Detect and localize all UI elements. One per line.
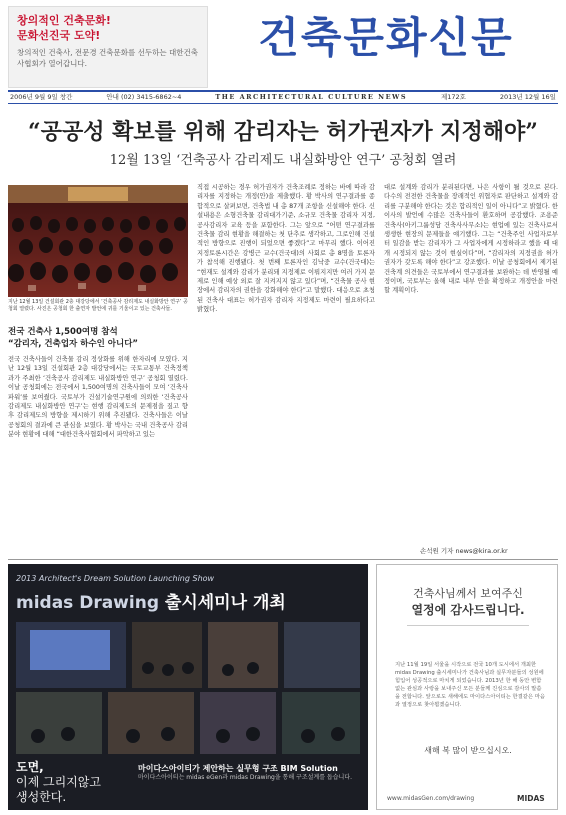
headline: “공공성 확보를 위해 감리자는 허가권자가 지정해야”	[28, 119, 538, 145]
thank-you-ad[interactable]	[376, 564, 558, 810]
ad-title	[16, 588, 286, 613]
ad-bottom-title: 마이다스아이티가 제안하는 실무형 구조 BIM Solution	[138, 764, 338, 773]
contact-phone: 안내 (02) 3415-6862~4	[106, 93, 182, 101]
ad-slogan-1: 도면,	[16, 760, 44, 774]
thanks-sign: 새해 복 많이 받으십시오.	[424, 746, 512, 755]
article-column-2: 직접 시공하는 경우 허가권자가 건축조례로 정하는 바에 따라 감리자를 지정하는 개정(안)을 제출했다. 황 박사의 연구결과를 종합적으로 살펴보면, 건축법 내 총 87개 조항을 신설해야 한다. 신설내용은 소형건축물 감리대가기준, 소규모 건축물 감리자 지정, 공사감리자 교육 등을 포함한다. 그는 앞으로 “어떤 연구결과를 건축물 감리 현황을 해결하는 첫 단추로 생각하고, 그로인해 건설적인 방향으로 진행이 되었으면 좋겠다”고 마무리 했다. 이어진 지정토론시간은 강병근 교수(건국대)의 사회로 총 8명을 토론자가 참석해 진행됐다. 첫 번째 토론자인 김낙중 교수(건국대)는 “현재도 설계와 감리가 분리돼 지정제로 이뤄지지만 여러 가지 문제로 인해 예상 외로 잘 지켜지지 않고 있다”며, “건축물 공사 현장에서 감리자의 권한을 강화해야 한다”고 말했다. 대응으로 초청된 건축사 대표는 허가권자 감리자 지정제도 마련이 필요하다고 밝혔다.	[197, 184, 375, 314]
byline: 손석원 기자 news@kira.or.kr	[420, 547, 508, 555]
subheadline: 12월 13일 ‘건축공사 감리제도 내실화방안 연구’ 공청회 열려	[109, 153, 457, 168]
promo-line3: 창의적인 건축사, 전문경 건축문화를 선두하는 대한건축사협회가 열어갑니다.	[17, 48, 198, 68]
thanks-line1: 건축사님께서 보여주신	[413, 587, 523, 600]
founded-date: 2006년 9월 9일 창간	[10, 93, 73, 101]
article-column-3-text: 대로 설계와 감리가 분리된다면, 나은 사항이 될 것으로 본다. 다수의 전전한 건축물을 장래적인 위협자로 판단하고 설계와 감리를 구분해야 한다는 것은 합리적인 일이 아니다”고 밝혔다. 한 이사의 발언에 수많은 건축사들이 환호하며 공감했다. 조용준 건축사(아키그룹성담 건축사사무소)는 현업에 있는 건축사로서 생생한 현장의 문제들을 얘기했다. 그는 “건축주인 사업자로부터 일감을 받는 감리자가 그 사업자에게 시정하라고 했을 때 대개 시정되지 않는 것이 현실이다”며, “감리자의 지정권을 허가권자가 갖도록 해야 한다”고 강조했다. 이날 공청회에서 제기된 건축계 의견들은 국토부에서 연구결과를 보완하는 데 반영될 예정이며, 국토부는 올해 내로 내부 안을 확정하고 개정안을 마련할 계획이다.	[384, 184, 558, 295]
article-column-1: 전국 건축사들이 건축물 감리 정상화를 위해 한자리에 모였다. 지난 12월 13일 건설회관 2층 대강당에서는 국토교통부 건축정책과가 주최한 ‘건축공사 감리제도 내실화방안 연구’ 공청회 열렸다. 이날 공청회에는 전국에서 1,500여명의 건축사들이 모여 ‘건축사 파워’를 보여줬다. 국토부가 건설기술연구원에 의뢰한 ‘건축공사 감리제도 내실화방안 연구’는 현행 감리제도의 문제점을 짚고 향후 감리제도의 방향을 제시하기 위해 추진됐다. 건축사들은 이날 공청회의 결과에 큰 관심을 보였다. 황 박사는 국내 건축공사 감리분야 현황에 대해 “대한건축사협회에서 파악하고 있는	[8, 356, 188, 439]
thanks-divider	[407, 625, 529, 626]
seminar-photos	[8, 618, 368, 758]
midas-logo: MIDAS	[517, 794, 545, 803]
ad-bottom-body: 마이다스아이티는 midas eGen과 midas Drawing을 통해 구조설계를 돕습니다.	[138, 774, 353, 781]
masthead-info-bar	[8, 90, 558, 104]
section-divider	[8, 559, 558, 560]
ad-url[interactable]: www.midasGen.com/drawing	[387, 795, 475, 802]
promo-line1: 창의적인 건축문화!	[17, 14, 111, 27]
side-headline	[8, 326, 188, 350]
thanks-line2: 열정에 감사드립니다.	[411, 603, 525, 617]
side-headline-1: 전국 건축사 1,500여명 참석	[8, 327, 118, 337]
issue-date: 2013년 12월 16일	[499, 93, 556, 101]
ad-slogan	[16, 760, 101, 805]
ad-slogan-3: 생성한다.	[16, 790, 67, 804]
newspaper-title: 건축문화신문	[258, 13, 514, 62]
article-photo	[8, 185, 188, 297]
promo-line2: 문화선진국 도약!	[17, 29, 101, 42]
issue-number: 제172호	[440, 93, 466, 101]
thanks-body: 지난 11월 19일 서울을 시작으로 전국 10개 도시에서 개최한 midas Drawing 출시세미나가 건축사님과 실무자분들의 성원에 힘입어 성공적으로 마치게 되었습니다. 2013년 한 해 동안 변함없는 관심과 사랑을 보내주신 모든 분들께 진심으로 감사의 말씀을 전합니다. 앞으로도 새해에도 마이다스아이티는 한결같은 마음과 열정으로 찾아뵙겠습니다.	[395, 662, 545, 708]
side-headline-2: “감리자, 건축업자 하수인 아니다”	[8, 339, 139, 349]
english-title: THE ARCHITECTURAL CULTURE NEWS	[215, 93, 408, 101]
midas-drawing-ad[interactable]	[8, 564, 368, 810]
article-column-3	[384, 183, 558, 557]
masthead-promo	[8, 6, 208, 88]
ad-bottom-text	[138, 764, 366, 782]
ad-title-rest: 출시세미나 개최	[159, 593, 286, 613]
photo-caption: 지난 12월 13일 건설회관 2층 대강당에서 ‘건축공사 감리제도 내실화방안 연구’ 공청회 열렸다. 사진은 공청회 한 출연자 발언에 귀를 기울이고 있는 건축사들.	[8, 299, 188, 312]
ad-slogan-2: 이제 그리지않고	[16, 775, 101, 789]
ad-brand: midas Drawing	[16, 593, 159, 613]
ad-subtitle: 2013 Architect's Dream Solution Launching Show	[16, 574, 215, 583]
